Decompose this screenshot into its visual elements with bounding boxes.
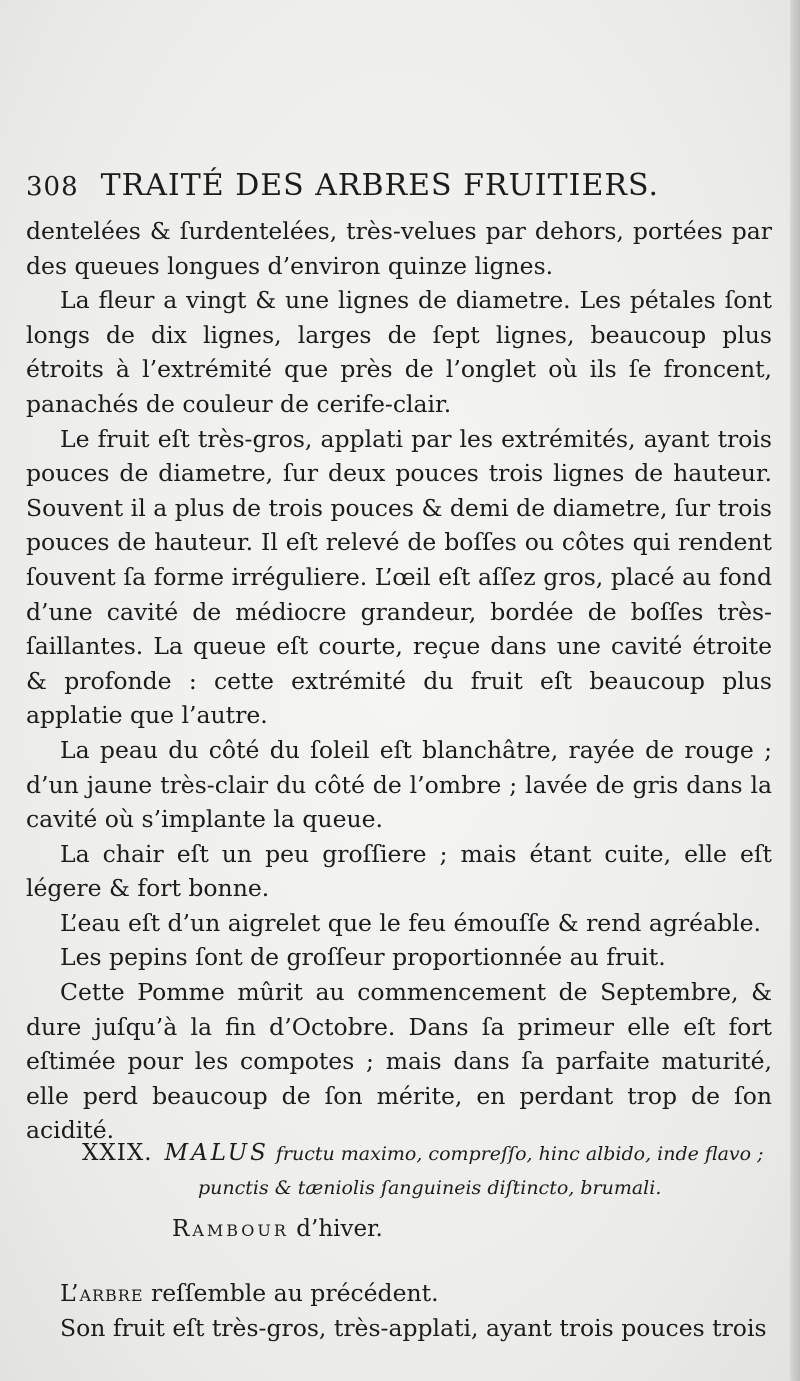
species-entry <box>82 1136 772 1205</box>
species-number: XXIX. <box>82 1140 153 1166</box>
paragraph-fruit: Le fruit eſt très-gros, applati par les extrémités, ayant trois pouces de diametre, ſur deux pouces trois lignes de hauteur. Souvent il a plus de trois pouces & demi de diametre, ſur trois pouces de hauteur. Il eſt relevé de boſſes ou côtes qui rendent ſouvent ſa forme irréguliere. L’œil eſt aſſez gros, placé au fond d’une cavité de médiocre grandeur, bordée de boſſes très-ſaillantes. La queue eſt courte, reçue dans une cavité étroite & profonde : cette extrémité du fruit eſt beaucoup plus applatie que l’autre. <box>26 424 772 730</box>
running-header <box>26 168 766 203</box>
species-description-1: fructu maximo, compreſſo, hinc albido, inde flavo ; <box>275 1143 764 1165</box>
paragraph-flesh: La chair eſt un peu groſſiere ; mais étant cuite, elle eſt légere & fort bonne. <box>26 839 772 903</box>
paragraph-flower: La fleur a vingt & une lignes de diametre. Les pétales ſont longs de dix lignes, larges de ſept lignes, beaucoup plus étroits à l’extrémité que près de l’onglet où ils ſe froncent, panachés de couleur de cerife-clair. <box>26 286 772 418</box>
species-description-2: punctis & tæniolis ſanguineis diſtincto, brumali. <box>198 1177 662 1199</box>
paragraph-tree <box>26 1276 772 1311</box>
page-edge-shadow <box>790 0 800 1381</box>
paragraph-juice: L’eau eſt d’un aigrelet que le feu émouſſe & rend agréable. <box>60 908 762 937</box>
paragraph-seeds: Les pepins ſont de groſſeur proportionnée au fruit. <box>60 943 666 972</box>
species-genus: MALUS <box>164 1140 269 1166</box>
paragraph-tail-fruit: Son fruit eſt très-gros, très-applati, ayant trois pouces trois <box>60 1313 767 1342</box>
variety-name <box>172 1216 383 1242</box>
paragraph-skin: La peau du côté du ſoleil eſt blanchâtre, rayée de rouge ; d’un jaune très-clair du côté de l’ombre ; lavée de gris dans la cavité où s’implante la queue. <box>26 735 772 834</box>
tail-lead-caps: L’arbre <box>60 1279 144 1307</box>
variety-name-rest: d’hiver. <box>296 1216 383 1242</box>
variety-name-caps: Rambour <box>172 1216 289 1242</box>
tail-lead-rest: reſſemble au précédent. <box>151 1279 439 1307</box>
page-number: 308 <box>26 172 79 202</box>
main-text <box>26 214 772 1148</box>
tail-text <box>26 1276 772 1345</box>
paragraph-ripening: Cette Pomme mûrit au commencement de Septembre, & dure juſqu’à la fin d’Octobre. Dans ſa primeur elle eſt fort eſtimée pour les compotes ; mais dans ſa parfaite maturité, elle perd beaucoup de ſon mérite, en perdant trop de ſon acidité. <box>26 978 772 1145</box>
paragraph-leaves: dentelées & ſurdentelées, très-velues par dehors, portées par des queues longues d’environ quinze lignes. <box>26 217 772 280</box>
running-title: TRAITÉ DES ARBRES FRUITIERS. <box>100 168 660 203</box>
